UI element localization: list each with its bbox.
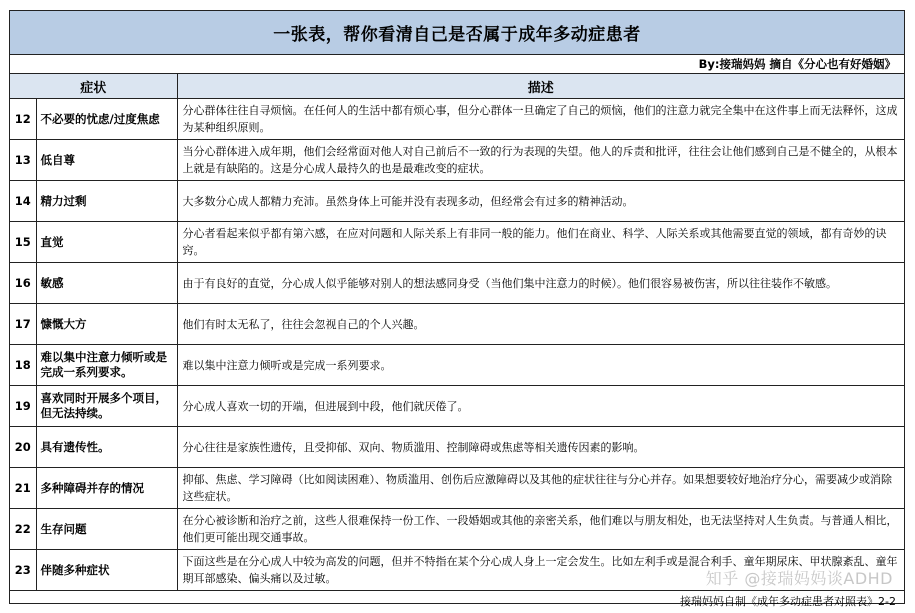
row-number: 18	[10, 345, 36, 386]
description-cell: 分心往往是家族性遗传，且受抑郁、双向、物质滥用、控制障碍或焦虑等相关遗传因素的影响。	[177, 427, 904, 468]
symptom-table	[10, 74, 904, 591]
description-cell: 下面这些是在分心成人中较为高发的问题，但并不特指在某个分心成人身上一定会发生。比如左利手或是混合利手、童年期尿床、甲状腺紊乱、童年期耳部感染、偏头痛以及过敏。	[177, 550, 904, 591]
page-title: 一张表，帮你看清自己是否属于成年多动症患者	[10, 11, 904, 55]
table-row	[10, 263, 904, 304]
table-row	[10, 345, 904, 386]
watermark: 知乎 @接瑞妈妈谈ADHD	[705, 569, 893, 588]
symptom-cell: 精力过剩	[36, 181, 177, 222]
description-cell: 由于有良好的直觉，分心成人似乎能够对别人的想法感同身受（当他们集中注意力的时候）。他们很容易被伤害，所以往往装作不敏感。	[177, 263, 904, 304]
table-row	[10, 550, 904, 591]
table-body	[10, 99, 904, 591]
table-header-row	[10, 74, 904, 99]
symptom-cell: 难以集中注意力倾听或是完成一系列要求。	[36, 345, 177, 386]
row-number: 13	[10, 140, 36, 181]
footer-credit: 接瑞妈妈自制《成年多动症患者对照表》2-2	[680, 594, 896, 608]
table-row	[10, 468, 904, 509]
row-number: 23	[10, 550, 36, 591]
symptom-cell: 低自尊	[36, 140, 177, 181]
description-cell: 抑郁、焦虑、学习障碍（比如阅读困难）、物质滥用、创伤后应激障碍以及其他的症状往往与分心并存。如果想要较好地治疗分心，需要减少或消除这些症状。	[177, 468, 904, 509]
symptom-cell: 敏感	[36, 263, 177, 304]
description-cell: 当分心群体进入成年期，他们会经常面对他人对自己前后不一致的行为表现的失望。他人的斥责和批评，往往会让他们感到自己是不健全的，从根本上就是有缺陷的。这是分心成人最持久的也是最难改变的症状。	[177, 140, 904, 181]
table-row	[10, 386, 904, 427]
byline: By:接瑞妈妈 摘自《分心也有好婚姻》	[10, 55, 904, 74]
table-row	[10, 509, 904, 550]
symptom-cell: 具有遗传性。	[36, 427, 177, 468]
table-row	[10, 427, 904, 468]
description-cell: 分心群体往往自寻烦恼。在任何人的生活中都有烦心事，但分心群体一旦确定了自己的烦恼，他们的注意力就完全集中在这件事上而无法释怀，这成为某种组织原则。	[177, 99, 904, 140]
row-number: 17	[10, 304, 36, 345]
row-number: 22	[10, 509, 36, 550]
table-row	[10, 181, 904, 222]
symptom-cell: 喜欢同时开展多个项目，但无法持续。	[36, 386, 177, 427]
symptom-cell: 直觉	[36, 222, 177, 263]
table-row	[10, 140, 904, 181]
description-cell: 大多数分心成人都精力充沛。虽然身体上可能并没有表现多动，但经常会有过多的精神活动。	[177, 181, 904, 222]
row-number: 14	[10, 181, 36, 222]
symptom-cell: 不必要的忧虑/过度焦虑	[36, 99, 177, 140]
description-cell: 他们有时太无私了，往往会忽视自己的个人兴趣。	[177, 304, 904, 345]
column-header-symptom: 症状	[10, 74, 177, 99]
row-number: 20	[10, 427, 36, 468]
symptom-cell: 生存问题	[36, 509, 177, 550]
row-number: 19	[10, 386, 36, 427]
description-cell: 在分心被诊断和治疗之前，这些人很难保持一份工作、一段婚姻或其他的亲密关系，他们难以与朋友相处，也无法坚持对人生负责。与普通人相比，他们更可能出现交通事故。	[177, 509, 904, 550]
symptom-cell: 伴随多种症状	[36, 550, 177, 591]
column-header-description: 描述	[177, 74, 904, 99]
symptom-cell: 慷慨大方	[36, 304, 177, 345]
table-row	[10, 99, 904, 140]
table-row	[10, 222, 904, 263]
checklist-sheet	[9, 10, 905, 608]
row-number: 12	[10, 99, 36, 140]
row-number: 16	[10, 263, 36, 304]
description-cell: 难以集中注意力倾听或是完成一系列要求。	[177, 345, 904, 386]
table-row	[10, 304, 904, 345]
description-cell: 分心者看起来似乎都有第六感，在应对问题和人际关系上有非同一般的能力。他们在商业、科学、人际关系或其他需要直觉的领域，都有奇妙的诀窍。	[177, 222, 904, 263]
row-number: 21	[10, 468, 36, 509]
description-cell: 分心成人喜欢一切的开端，但进展到中段，他们就厌倦了。	[177, 386, 904, 427]
row-number: 15	[10, 222, 36, 263]
symptom-cell: 多种障碍并存的情况	[36, 468, 177, 509]
